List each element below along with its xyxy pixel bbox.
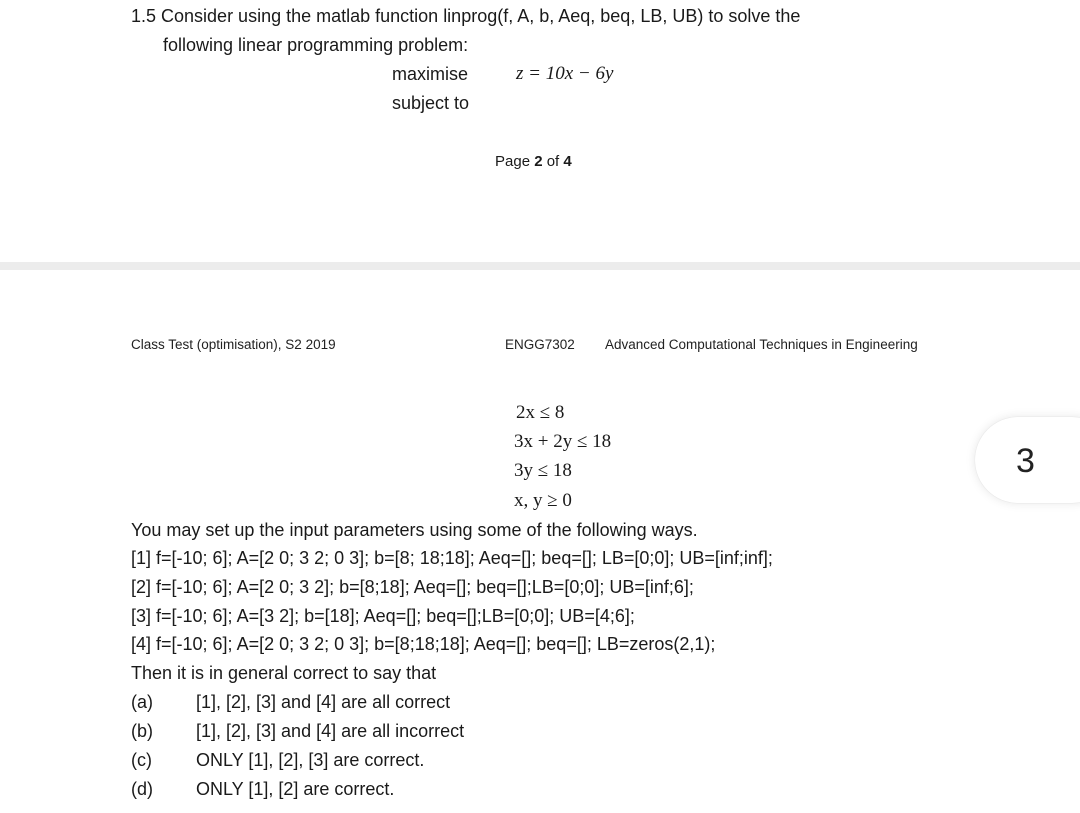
page-total: 4 xyxy=(563,153,572,170)
then-line: Then it is in general correct to say that xyxy=(131,663,437,683)
subject-to-label: subject to xyxy=(392,93,470,113)
header-course-code: ENGG7302 xyxy=(505,337,575,352)
constraint-1: 2x ≤ 8 xyxy=(516,402,565,423)
page-tab-label: 3 xyxy=(1016,442,1035,480)
option-c-text: ONLY [1], [2], [3] are correct. xyxy=(196,750,425,770)
way-3: [3] f=[-10; 6]; A=[3 2]; b=[18]; Aeq=[]; beq=[];LB=[0;0]; UB=[4;6]; xyxy=(131,606,635,626)
header-test-title: Class Test (optimisation), S2 2019 xyxy=(131,337,336,352)
question-intro-line-2: following linear programming problem: xyxy=(163,35,469,55)
option-c-letter: (c) xyxy=(131,750,152,770)
constraint-3: 3y ≤ 18 xyxy=(514,460,572,481)
way-1: [1] f=[-10; 6]; A=[2 0; 3 2; 0 3]; b=[8; 18;18]; Aeq=[]; beq=[]; LB=[0;0]; UB=[inf;inf]; xyxy=(131,548,773,568)
page-number xyxy=(495,153,572,170)
way-4: [4] f=[-10; 6]; A=[2 0; 3 2; 0 3]; b=[8;18;18]; Aeq=[]; beq=[]; LB=zeros(2,1); xyxy=(131,634,716,654)
setup-intro: You may set up the input parameters using some of the following ways. xyxy=(131,520,698,540)
maximise-label: maximise xyxy=(392,64,469,84)
page-middle: of xyxy=(542,153,564,170)
option-b-text: [1], [2], [3] and [4] are all incorrect xyxy=(196,721,465,741)
header-course-name: Advanced Computational Techniques in Engineering xyxy=(605,337,918,352)
option-d-letter: (d) xyxy=(131,779,153,799)
constraint-2: 3x + 2y ≤ 18 xyxy=(514,431,612,452)
constraint-4: x, y ≥ 0 xyxy=(514,490,572,511)
option-d-text: ONLY [1], [2] are correct. xyxy=(196,779,395,799)
page-prefix: Page xyxy=(495,153,535,170)
option-a-text: [1], [2], [3] and [4] are all correct xyxy=(196,692,451,712)
page-current: 2 xyxy=(534,153,543,170)
option-a-letter: (a) xyxy=(131,692,153,712)
way-2: [2] f=[-10; 6]; A=[2 0; 3 2]; b=[8;18]; Aeq=[]; beq=[];LB=[0;0]; UB=[inf;6]; xyxy=(131,577,694,597)
objective-function: z = 10x − 6y xyxy=(516,63,614,84)
page-break xyxy=(0,262,1080,270)
question-intro-line-1: 1.5 Consider using the matlab function linprog(f, A, b, Aeq, beq, LB, UB) to solve the xyxy=(131,6,801,26)
option-b-letter: (b) xyxy=(131,721,153,741)
